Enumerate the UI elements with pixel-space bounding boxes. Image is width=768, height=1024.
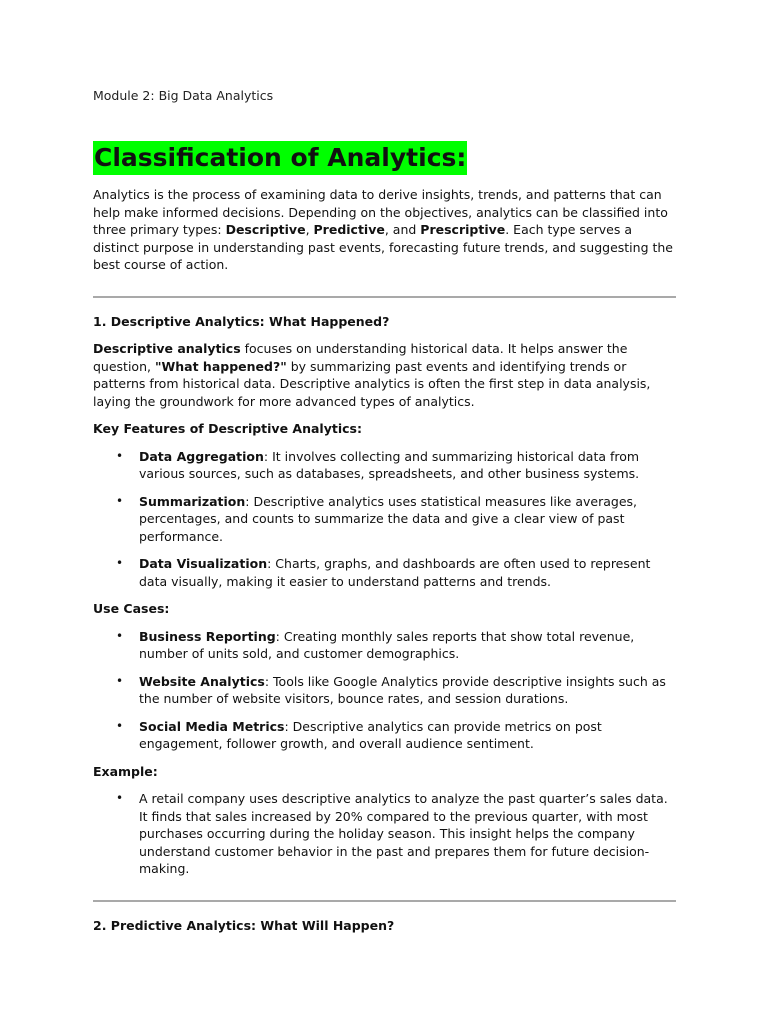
example-list [93,790,676,878]
intro-tail: . Each type serves a distinct purpose in understanding past events, forecasting future trends, and suggesting the best course of action. [93,222,673,272]
document-body [93,186,676,944]
item-term: Business Reporting [139,628,276,644]
section-2-heading: 2. Predictive Analytics: What Will Happen? [93,917,395,933]
section-divider [93,900,676,902]
section-1-heading: 1. Descriptive Analytics: What Happened? [93,313,390,329]
item-desc: : It involves collecting and summarizing historical data from various sources, such as databases, spreadsheets, and other business systems. [139,448,640,481]
item-term: Website Analytics [139,673,265,689]
bullet-icon: • [116,556,124,570]
item-term: Data Visualization [139,556,268,571]
intro-type-descriptive: Descriptive [225,222,306,237]
module-header: Module 2: Big Data Analytics [93,88,274,103]
page-title: Classification of Analytics: [93,141,467,175]
para-bold-question: "What happened?" [154,358,287,374]
item-term: Summarization [139,493,246,509]
intro-type-prescriptive: Prescriptive [420,222,506,237]
bullet-icon: • [116,448,124,463]
bullet-icon: • [116,493,124,508]
item-desc: : Charts, graphs, and dashboards are often used to represent data visually, making it easier to understand patterns and trends. [139,556,651,589]
para-text-1: focuses on understanding historical data. It helps answer the question, [93,341,628,374]
item-desc: : Tools like Google Analytics provide descriptive insights such as the number of website visitors, bounce rates, and session durations. [139,673,666,706]
item-desc: : Creating monthly sales reports that show total revenue, number of units sold, and customer demographics. [139,628,635,661]
section-divider [93,296,676,298]
bullet-icon: • [116,791,124,805]
list-item [93,718,676,753]
example-text: A retail company uses descriptive analytics to analyze the past quarter’s sales data. It finds that sales increased by 20% compared to the previous quarter, with most purchases occurring during the holiday season. This insight helps the company understand customer behavior in the past and prepares them for future decision-making. [139,791,668,876]
intro-sep-2: , and [384,222,421,237]
list-item [93,790,676,878]
section-1-paragraph [93,340,676,410]
bullet-icon: • [116,673,124,688]
intro-lead: Analytics is the process of examining data to derive insights, trends, and patterns that can help make informed decisions. Depending on the objectives, analytics can be classified into three primary types: [93,187,668,237]
intro-paragraph [93,186,676,274]
intro-sep-1: , [305,222,314,237]
use-cases-list [93,628,676,753]
bullet-icon: • [116,718,124,733]
list-item [93,673,676,708]
item-desc: : Descriptive analytics uses statistical measures like averages, percentages, and counts to summarize the data and give a clear view of past performance. [139,493,637,544]
features-label: Key Features of Descriptive Analytics: [93,421,362,436]
features-list [93,448,676,591]
intro-type-predictive: Predictive [313,222,385,237]
list-item [93,493,676,546]
list-item [93,555,676,590]
use-cases-label: Use Cases: [93,601,170,616]
list-item [93,448,676,483]
example-label: Example: [93,763,158,779]
item-term: Social Media Metrics [139,718,285,734]
bullet-icon: • [116,628,124,643]
para-text-2: by summarizing past events and identifying trends or patterns from historical data. Descriptive analytics is often the first step in data analysis, laying the groundwork for more advanced types of analytics. [93,358,651,409]
para-bold-term: Descriptive analytics [93,341,241,356]
item-term: Data Aggregation [139,448,264,464]
list-item [93,628,676,663]
item-desc: : Descriptive analytics can provide metrics on post engagement, follower growth, and overall audience sentiment. [139,718,602,751]
